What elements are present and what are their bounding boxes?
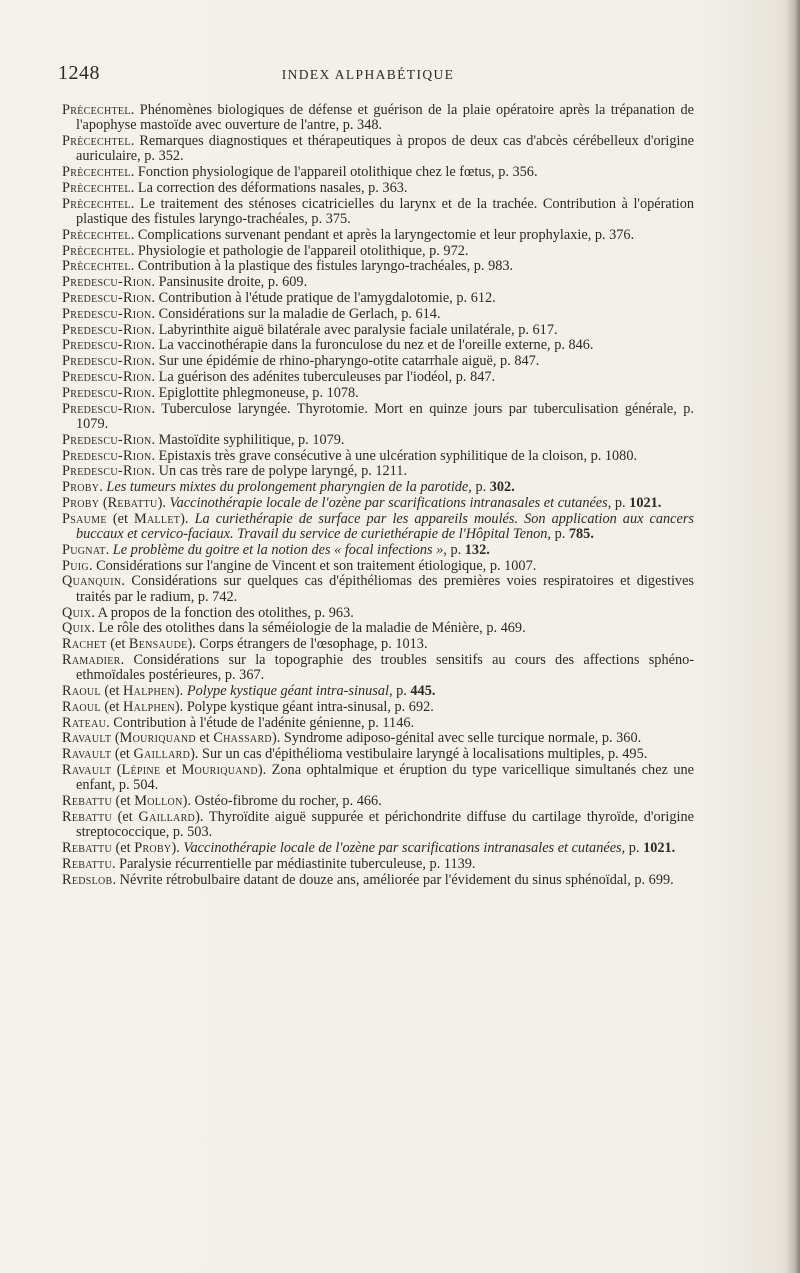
- entry-text: . A propos de la fonction des otolithes, p. 963.: [91, 604, 354, 621]
- author-name: Lépine: [121, 761, 161, 778]
- entry-text: (et: [100, 698, 124, 715]
- entry-text: . Fonction physiologique de l'appareil otolithique chez le fœtus, p. 356.: [130, 164, 538, 181]
- author-name: Gaillard: [133, 746, 191, 763]
- entry-text: . Le rôle des otolithes dans la séméiologie de la maladie de Ménière, p. 469.: [91, 620, 526, 637]
- article-title: Vaccinothérapie locale de l'ozène par scarifications intranasales et cutanées: [183, 839, 622, 856]
- index-entry: [62, 496, 694, 511]
- author-name: Rebattu: [62, 839, 112, 856]
- entry-text: . Pansinusite droite, p. 609.: [151, 274, 308, 291]
- author-name: Predescu-Rion: [62, 431, 152, 448]
- author-name: Prècechtel: [62, 164, 131, 181]
- entry-text: (: [111, 730, 120, 747]
- page-reference: 1021.: [643, 839, 676, 856]
- index-entry: [62, 386, 694, 401]
- entry-text: . Considérations sur la maladie de Gerlach, p. 614.: [151, 305, 441, 322]
- index-entry: [62, 747, 694, 762]
- author-name: Quix: [62, 620, 92, 637]
- author-name: Prècechtel: [62, 195, 131, 212]
- author-name: Rebattu: [62, 808, 112, 825]
- index-entry: [62, 433, 694, 448]
- index-entry: [62, 181, 694, 196]
- author-name: Bensaude: [128, 636, 188, 653]
- author-name: Predescu-Rion: [62, 447, 152, 464]
- running-head: INDEX ALPHABÉTIQUE: [281, 67, 455, 82]
- entry-text: (et: [106, 510, 134, 527]
- author-name: Predescu-Rion: [62, 384, 152, 401]
- entry-text: (et: [100, 682, 124, 699]
- author-name: Predescu-Rion: [62, 274, 152, 291]
- index-entry: [62, 259, 694, 274]
- entry-text: ). Ostéo-fibrome du rocher, p. 466.: [182, 793, 382, 810]
- entry-text: . La vaccinothérapie dans la furonculose du nez et de l'oreille externe, p. 846.: [151, 337, 594, 354]
- article-title: Polype kystique géant intra-sinusal: [186, 682, 389, 699]
- index-entry: [62, 873, 694, 888]
- entry-text: . Remarques diagnostiques et thérapeutiques à propos de deux cas d'abcès cérébelleux d'origine auriculaire, p. 352.: [76, 133, 694, 165]
- page-edge-shadow: [786, 0, 800, 1273]
- page-reference: 302.: [489, 479, 515, 496]
- entry-text: et: [160, 761, 182, 778]
- author-name: Quanquin: [62, 573, 122, 590]
- index-entry: [62, 512, 694, 543]
- index-entry: [62, 637, 694, 652]
- author-name: Rebattu: [62, 855, 112, 872]
- entry-text: .: [99, 479, 107, 496]
- entry-text: (et: [111, 746, 134, 763]
- index-entry: [62, 323, 694, 338]
- index-entry: [62, 653, 694, 684]
- index-entry: [62, 464, 694, 479]
- author-name: Chassard: [213, 730, 272, 747]
- entry-text: ). Thyroïdite aiguë suppurée et périchondrite diffuse du cartilage thyroïde, d'origine streptococcique, p. 503.: [76, 808, 694, 841]
- entry-text: . Epistaxis très grave consécutive à une ulcération syphilitique de la cloison, p. 1080.: [151, 447, 638, 464]
- author-name: Pugnat: [62, 541, 106, 558]
- entry-text: , p.: [607, 494, 630, 511]
- author-name: Rebattu: [62, 793, 112, 810]
- entry-text: . Physiologie et pathologie de l'appareil otolithique, p. 972.: [130, 242, 469, 259]
- index-entry: [62, 716, 694, 731]
- page-number: 1248: [58, 62, 100, 84]
- author-name: Prècechtel: [62, 226, 131, 243]
- entry-text: ). Zona ophtalmique et éruption du type varicellique simultanés chez une enfant, p. 504.: [76, 761, 695, 794]
- article-title: La curiethérapie de surface par les appareils moulés. Son application aux cancers buccaux et cervico-faciaux. Travail du service de curiethérapie de l'Hôpital Tenon: [76, 510, 694, 543]
- entry-text: . La correction des déformations nasales, p. 363.: [130, 179, 408, 196]
- index-entry: [62, 103, 694, 134]
- index-entry: [62, 841, 694, 856]
- page-reference: 445.: [410, 682, 436, 699]
- index-entry: [62, 700, 694, 715]
- index-entry: [62, 197, 694, 228]
- index-entry: [62, 794, 694, 809]
- author-name: Rachet: [62, 636, 107, 653]
- entry-text: (: [99, 494, 108, 511]
- entry-text: . Le traitement des sténoses cicatricielles du larynx et de la trachée. Contribution à l'opération plastique des fistules laryngo-trachéales, p. 375.: [76, 195, 694, 228]
- index-entry: [62, 275, 694, 290]
- entry-text: . Considérations sur l'angine de Vincent et son traitement étiologique, p. 1007.: [88, 557, 537, 574]
- index-entry: [62, 559, 694, 574]
- index-entry: [62, 731, 694, 746]
- author-name: Prècechtel: [62, 102, 131, 118]
- author-name: Predescu-Rion: [62, 400, 152, 417]
- author-name: Predescu-Rion: [62, 305, 152, 322]
- entry-text: . Considérations sur quelques cas d'épithéliomas des premières voies respiratoires et digestives traités par le radium, p. 742.: [76, 573, 694, 605]
- index-entry: [62, 165, 694, 180]
- index-entry: [62, 574, 694, 605]
- author-name: Quix: [62, 604, 92, 621]
- entry-text: (: [111, 761, 122, 778]
- index-entry: [62, 370, 694, 385]
- author-name: Puig: [62, 557, 89, 574]
- entry-text: . Névrite rétrobulbaire datant de douze ans, améliorée par l'évidement du sinus sphénoïdal, p. 699.: [112, 871, 674, 888]
- index-entry: [62, 684, 694, 699]
- index-entry: [62, 338, 694, 353]
- author-name: Predescu-Rion: [62, 337, 152, 354]
- author-name: Mouriquand: [119, 730, 196, 747]
- index-entry: [62, 606, 694, 621]
- index-entry: [62, 134, 694, 165]
- page-header: [0, 62, 800, 86]
- entry-text: ). Syndrome adiposo-génital avec selle turcique normale, p. 360.: [271, 730, 642, 747]
- entry-text: , p.: [388, 682, 411, 699]
- entry-text: . Complications survenant pendant et après la laryngectomie et leur prophylaxie, p. 376.: [130, 226, 635, 243]
- author-name: Halphen: [123, 698, 175, 715]
- author-name: Gaillard: [138, 808, 196, 825]
- author-name: Psaume: [62, 510, 107, 527]
- author-name: Proby: [62, 479, 100, 496]
- page-reference: 785.: [568, 526, 594, 543]
- author-name: Raoul: [62, 698, 101, 715]
- entry-text: ).: [157, 494, 170, 511]
- index-entry: [62, 291, 694, 306]
- entry-text: .: [105, 541, 113, 558]
- entry-text: . La guérison des adénites tuberculeuses par l'iodéol, p. 847.: [151, 369, 496, 386]
- author-name: Ravault: [62, 746, 112, 763]
- entry-text: . Epiglottite phlegmoneuse, p. 1078.: [151, 384, 359, 401]
- entry-text: ).: [174, 682, 187, 699]
- entry-text: . Mastoïdite syphilitique, p. 1079.: [151, 431, 345, 448]
- entry-text: . Considérations sur la topographie des troubles sensitifs au cours des affections sphéno-ethmoïdales postérieures, p. 367.: [76, 651, 694, 684]
- author-name: Mallet: [133, 510, 181, 527]
- author-name: Prècechtel: [62, 133, 131, 150]
- article-title: Les tumeurs mixtes du prolongement pharyngien de la parotide: [106, 479, 469, 496]
- entry-text: ). Corps étrangers de l'œsophage, p. 1013.: [187, 636, 428, 653]
- entry-text: . Contribution à la plastique des fistules laryngo-trachéales, p. 983.: [130, 258, 514, 275]
- index-entry: [62, 543, 694, 558]
- entry-text: ). Sur un cas d'épithélioma vestibulaire laryngé à localisations multiples, p. 495.: [190, 746, 648, 763]
- author-name: Halphen: [123, 682, 175, 699]
- entry-text: , p.: [443, 541, 465, 558]
- index-entry: [62, 244, 694, 259]
- author-name: Proby: [62, 494, 100, 511]
- entry-text: . Paralysie récurrentielle par médiastinite tuberculeuse, p. 1139.: [111, 855, 476, 872]
- entry-text: . Tuberculose laryngée. Thyrotomie. Mort en quinze jours par tuberculisation générale, p. 1079.: [76, 400, 694, 432]
- index-entry: [62, 354, 694, 369]
- entry-text: . Labyrinthite aiguë bilatérale avec paralysie faciale unilatérale, p. 617.: [151, 321, 558, 338]
- index-entry: [62, 307, 694, 322]
- entry-text: . Un cas très rare de polype laryngé, p. 1211.: [151, 463, 408, 480]
- author-name: Predescu-Rion: [62, 321, 152, 338]
- author-name: Rebattu: [107, 494, 158, 511]
- entry-text: ).: [171, 839, 184, 856]
- entry-text: . Contribution à l'étude pratique de l'amygdalotomie, p. 612.: [151, 290, 496, 307]
- author-name: Prècechtel: [62, 179, 131, 196]
- entry-text: , p.: [547, 526, 569, 543]
- entry-text: (et: [111, 793, 135, 810]
- entry-text: (et: [111, 808, 139, 825]
- author-name: Mouriquand: [181, 761, 258, 778]
- index-entries: [62, 103, 694, 888]
- entry-text: . Sur une épidémie de rhino-pharyngo-otite catarrhale aiguë, p. 847.: [151, 353, 540, 370]
- author-name: Ramadier: [62, 651, 121, 668]
- author-name: Raoul: [62, 682, 101, 699]
- page-reference: 132.: [464, 541, 490, 558]
- author-name: Redslob: [62, 871, 113, 888]
- author-name: Rateau: [62, 714, 107, 731]
- index-entry: [62, 402, 694, 433]
- entry-text: et: [195, 730, 214, 747]
- author-name: Proby: [134, 839, 172, 856]
- entry-text: (et: [106, 636, 129, 653]
- entry-text: ). Polype kystique géant intra-sinusal, p. 692.: [174, 698, 434, 715]
- index-entry: [62, 763, 694, 794]
- entry-text: (et: [111, 839, 135, 856]
- article-title: Vaccinothérapie locale de l'ozène par scarifications intranasales et cutanées: [169, 494, 608, 511]
- index-entry: [62, 810, 694, 841]
- index-entry: [62, 857, 694, 872]
- page-reference: 1021.: [629, 494, 662, 511]
- author-name: Predescu-Rion: [62, 353, 152, 370]
- entry-text: . Contribution à l'étude de l'adénite génienne, p. 1146.: [106, 714, 415, 731]
- index-entry: [62, 228, 694, 243]
- entry-text: ).: [180, 510, 195, 527]
- author-name: Mollon: [134, 793, 183, 810]
- author-name: Predescu-Rion: [62, 463, 152, 480]
- author-name: Predescu-Rion: [62, 369, 152, 386]
- author-name: Prècechtel: [62, 242, 131, 259]
- index-entry: [62, 621, 694, 636]
- author-name: Prècechtel: [62, 258, 131, 275]
- author-name: Ravault: [62, 761, 112, 778]
- entry-text: , p.: [468, 479, 490, 496]
- author-name: Ravault: [62, 730, 112, 747]
- index-entry: [62, 480, 694, 495]
- entry-text: , p.: [621, 839, 644, 856]
- article-title: Le problème du goitre et la notion des « focal infections »: [112, 541, 444, 558]
- author-name: Predescu-Rion: [62, 290, 152, 307]
- index-entry: [62, 449, 694, 464]
- entry-text: . Phénomènes biologiques de défense et guérison de la plaie opératoire après la trépanation de l'apophyse mastoïde avec ouverture de l'antre, p. 348.: [76, 102, 694, 134]
